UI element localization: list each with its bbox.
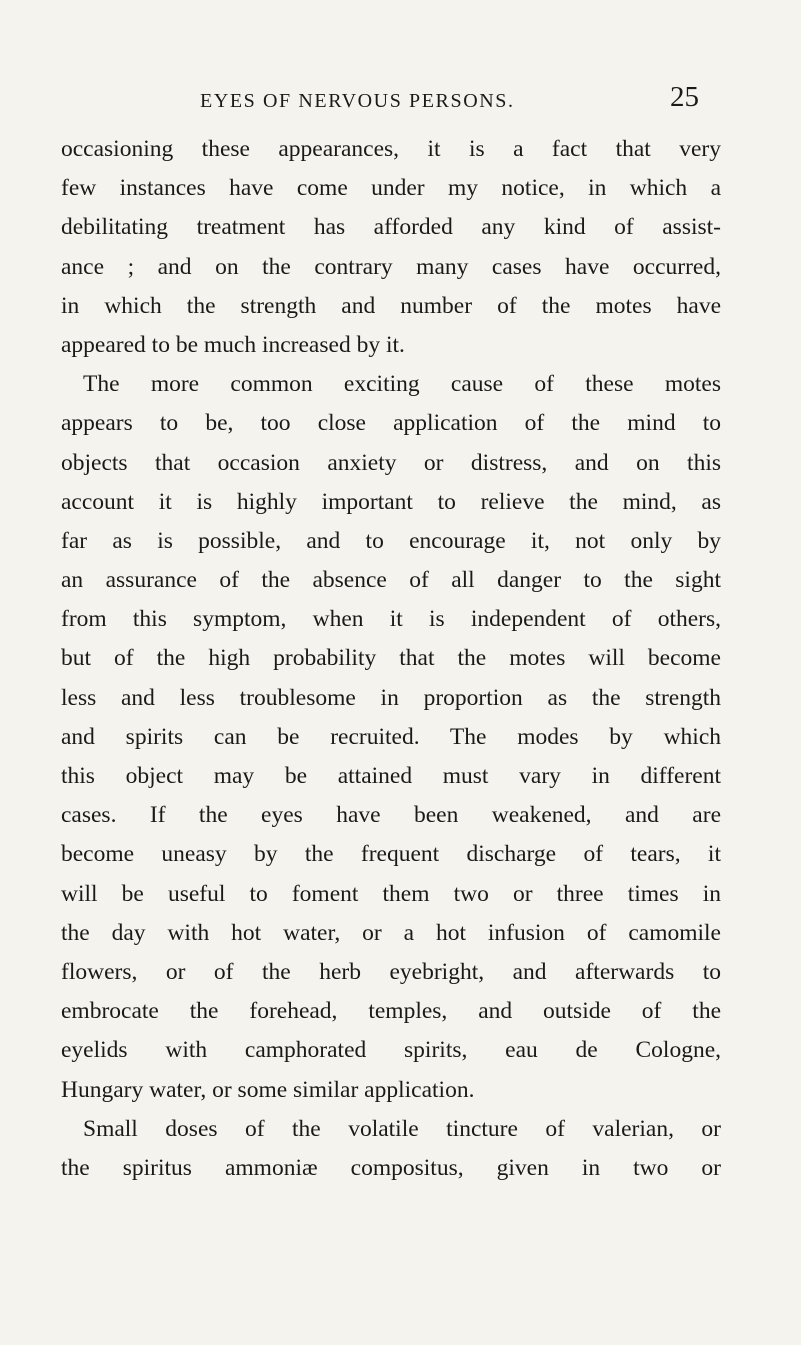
text-line: but of the high probability that the motes will become <box>61 645 721 672</box>
text-line: this object may be attained must vary in different <box>61 763 721 789</box>
text-line: the spiritus ammoniæ compositus, given in two or <box>61 1154 721 1181</box>
text-line: eyelids with camphorated spirits, eau de Cologne, <box>61 1037 721 1064</box>
body-text <box>61 130 721 1188</box>
text-line: The more common exciting cause of these motes <box>83 371 721 398</box>
page-number: 25 <box>670 81 699 113</box>
text-line: and spirits can be recruited. The modes by which <box>61 723 721 750</box>
text-line: occasioning these appearances, it is a fact that very <box>61 136 721 162</box>
text-line: in which the strength and number of the motes have <box>61 292 721 319</box>
text-line: debilitating treatment has afforded any kind of assist- <box>61 214 721 241</box>
text-line: will be useful to foment them two or three times in <box>61 880 721 907</box>
text-line: flowers, or of the herb eyebright, and afterwards to <box>61 958 721 985</box>
text-line: the day with hot water, or a hot infusion of camomile <box>61 919 721 946</box>
text-line: appeared to be much increased by it. <box>61 331 405 358</box>
text-line: few instances have come under my notice, in which a <box>61 175 721 202</box>
page-header <box>0 80 801 120</box>
text-line: from this symptom, when it is independent of others, <box>61 606 721 633</box>
text-line: ance ; and on the contrary many cases have occurred, <box>61 253 721 280</box>
text-line: appears to be, too close application of the mind to <box>61 410 721 437</box>
text-line: an assurance of the absence of all danger to the sight <box>61 567 721 594</box>
text-line: embrocate the forehead, temples, and outside of the <box>61 998 721 1025</box>
text-line: objects that occasion anxiety or distress, and on this <box>61 449 721 476</box>
text-line: become uneasy by the frequent discharge of tears, it <box>61 841 721 868</box>
text-line: less and less troublesome in proportion as the strength <box>61 684 721 711</box>
text-line: Small doses of the volatile tincture of valerian, or <box>83 1115 721 1142</box>
text-line: account it is highly important to relieve the mind, as <box>61 488 721 515</box>
running-head: EYES OF NERVOUS PERSONS. <box>200 90 515 112</box>
text-line: Hungary water, or some similar application. <box>61 1076 475 1103</box>
text-line: cases. If the eyes have been weakened, and are <box>61 802 721 829</box>
text-line: far as is possible, and to encourage it, not only by <box>61 527 721 554</box>
